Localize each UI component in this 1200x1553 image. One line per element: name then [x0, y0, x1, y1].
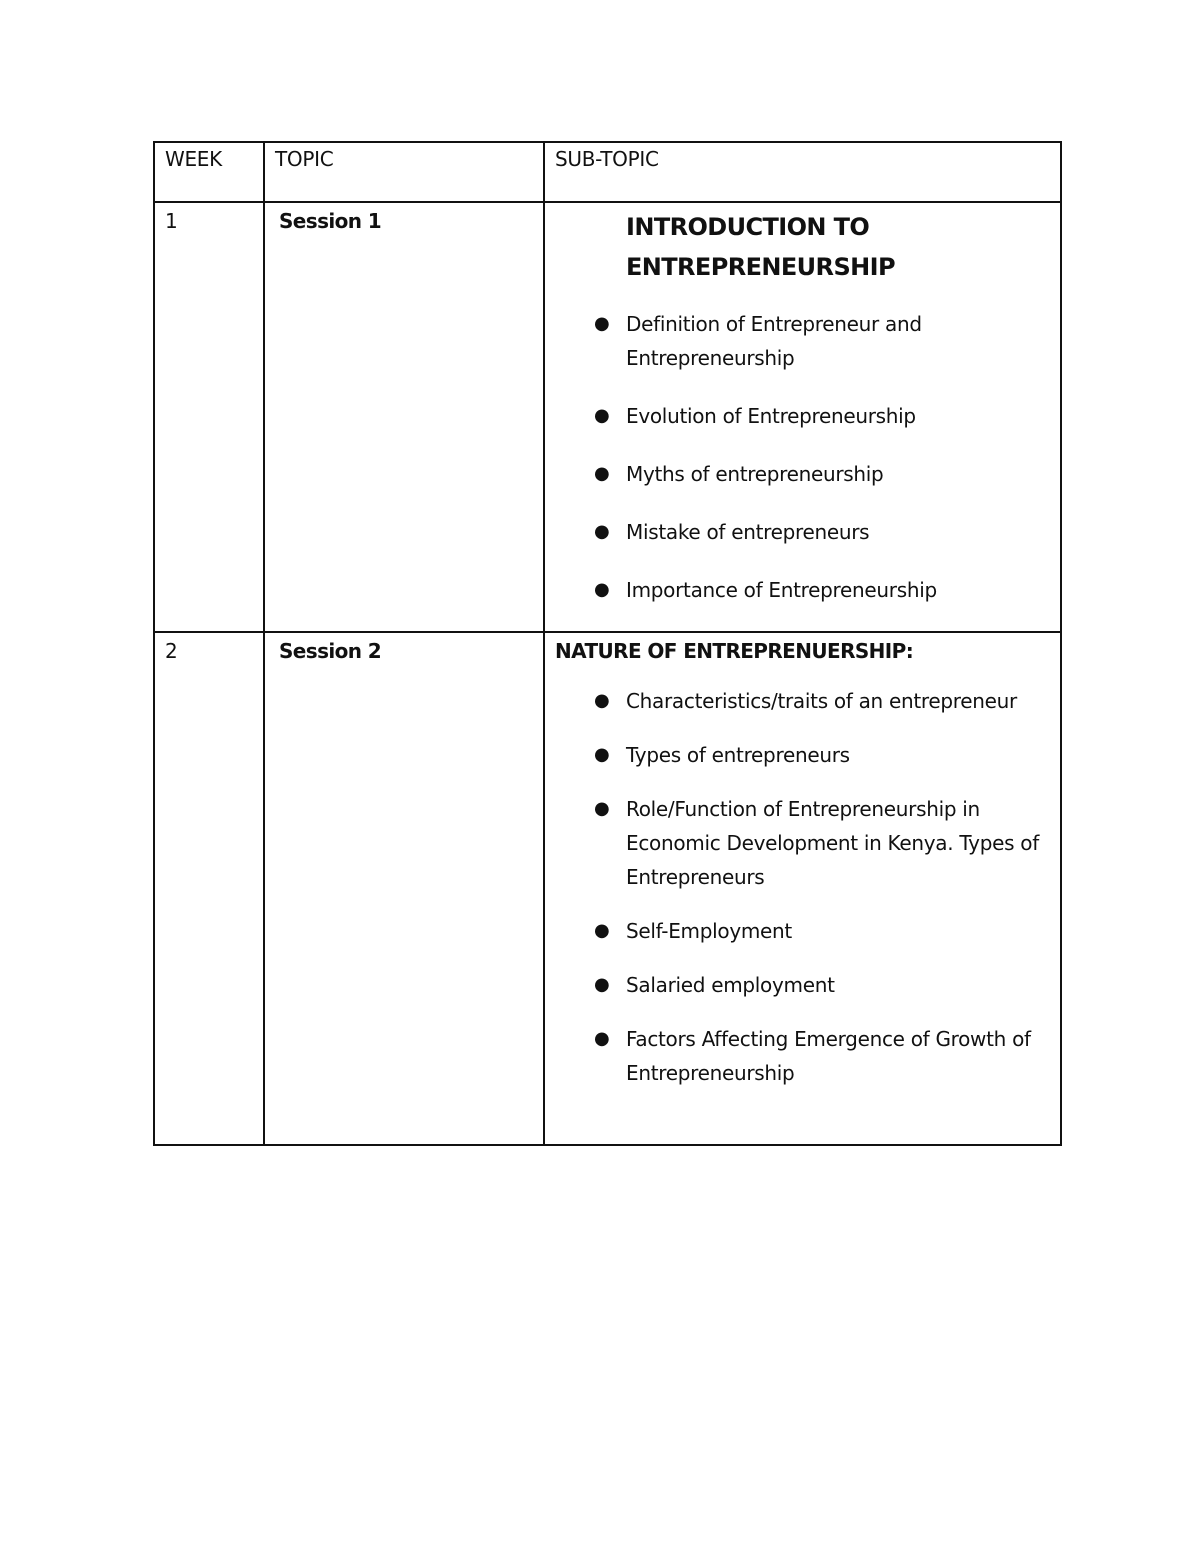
table-row — [154, 202, 1061, 632]
list-item — [545, 914, 1060, 948]
subtopic-title: INTRODUCTION TO ENTREPRENEURSHIP — [626, 213, 895, 281]
list-item — [545, 968, 1060, 1002]
bullet-icon: ● — [594, 521, 610, 542]
table-header-row — [154, 142, 1061, 202]
header-week: WEEK — [165, 147, 222, 171]
week-number: 2 — [165, 639, 178, 663]
subtopic-cell — [544, 632, 1061, 1145]
list-item — [545, 573, 1060, 607]
list-item — [545, 738, 1060, 772]
list-item-text: Evolution of Entrepreneurship — [626, 404, 916, 428]
list-item-text: Characteristics/traits of an entrepreneur — [626, 689, 1017, 713]
topic-cell — [264, 632, 544, 1145]
list-item-text: Myths of entrepreneurship — [626, 462, 884, 486]
syllabus-table — [153, 141, 1062, 1146]
list-item — [545, 684, 1060, 718]
table-row — [154, 632, 1061, 1145]
list-item-text: Mistake of entrepreneurs — [626, 520, 870, 544]
list-item — [545, 792, 1060, 894]
list-item-text: Types of entrepreneurs — [626, 743, 850, 767]
list-item — [545, 1022, 1060, 1090]
list-item-text: Self-Employment — [626, 919, 792, 943]
subtopic-title: NATURE OF ENTREPRENUERSHIP: — [555, 639, 914, 663]
list-item-text: Definition of Entrepreneur and Entrepreneurship — [626, 312, 922, 370]
bullet-icon: ● — [594, 405, 610, 426]
subtopic-list — [545, 307, 1060, 607]
bullet-icon: ● — [594, 920, 610, 941]
header-week-cell — [154, 142, 264, 202]
header-topic: TOPIC — [275, 147, 334, 171]
list-item-text: Importance of Entrepreneurship — [626, 578, 937, 602]
week-number: 1 — [165, 209, 178, 233]
list-item — [545, 307, 1060, 375]
bullet-icon: ● — [594, 313, 610, 334]
session-label: Session 1 — [279, 209, 382, 233]
session-label: Session 2 — [279, 639, 382, 663]
bullet-icon: ● — [594, 690, 610, 711]
list-item — [545, 399, 1060, 433]
header-topic-cell — [264, 142, 544, 202]
bullet-icon: ● — [594, 744, 610, 765]
bullet-icon: ● — [594, 798, 610, 819]
header-subtopic: SUB-TOPIC — [555, 147, 659, 171]
bullet-icon: ● — [594, 1028, 610, 1049]
week-cell — [154, 202, 264, 632]
list-item — [545, 457, 1060, 491]
list-item-text: Factors Affecting Emergence of Growth of Entrepreneurship — [626, 1027, 1031, 1085]
list-item-text: Role/Function of Entrepreneurship in Economic Development in Kenya. Types of Entrepreneurs — [626, 797, 1039, 889]
bullet-icon: ● — [594, 974, 610, 995]
subtopic-list — [545, 684, 1060, 1090]
subtopic-cell — [544, 202, 1061, 632]
bullet-icon: ● — [594, 579, 610, 600]
bullet-icon: ● — [594, 463, 610, 484]
header-subtopic-cell — [544, 142, 1061, 202]
list-item — [545, 515, 1060, 549]
week-cell — [154, 632, 264, 1145]
list-item-text: Salaried employment — [626, 973, 835, 997]
topic-cell — [264, 202, 544, 632]
